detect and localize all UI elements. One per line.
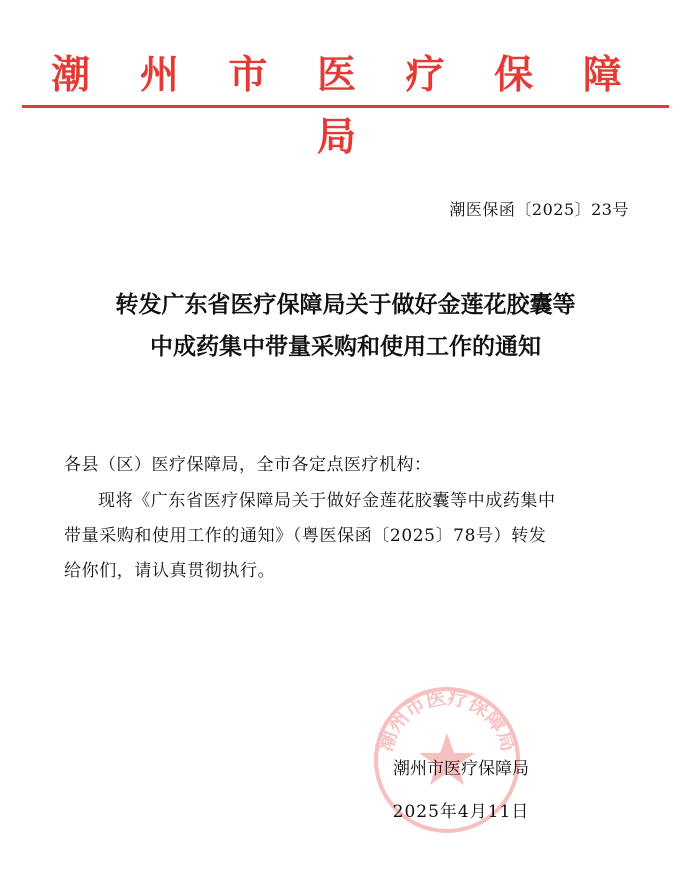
body-line-3: 给你们，请认真贯彻执行。 — [64, 561, 276, 581]
letterhead-title: 潮 州 市 医 疗 保 障 局 — [51, 52, 640, 160]
recipient-line: 各县（区）医疗保障局，全市各定点医疗机构： — [64, 455, 432, 475]
title-line-2: 中成药集中带量采购和使用工作的通知 — [150, 333, 541, 360]
body-paragraph — [64, 484, 634, 589]
document-number: 潮医保函〔2025〕23号 — [449, 200, 629, 219]
body-line-1: 现将《广东省医疗保障局关于做好金莲花胶囊等中成药集中 — [98, 491, 556, 511]
document-title — [40, 284, 651, 368]
seal-text: 潮州市医疗保障局 — [372, 685, 522, 755]
title-line-1: 转发广东省医疗保障局关于做好金莲花胶囊等 — [115, 291, 576, 318]
signature-date: 2025年4月11日 — [392, 802, 530, 822]
signature-org: 潮州市医疗保障局 — [393, 759, 529, 779]
letterhead-divider — [22, 105, 669, 108]
body-line-2: 带量采购和使用工作的通知》（粤医保函〔2025〕78号）转发 — [64, 526, 547, 546]
